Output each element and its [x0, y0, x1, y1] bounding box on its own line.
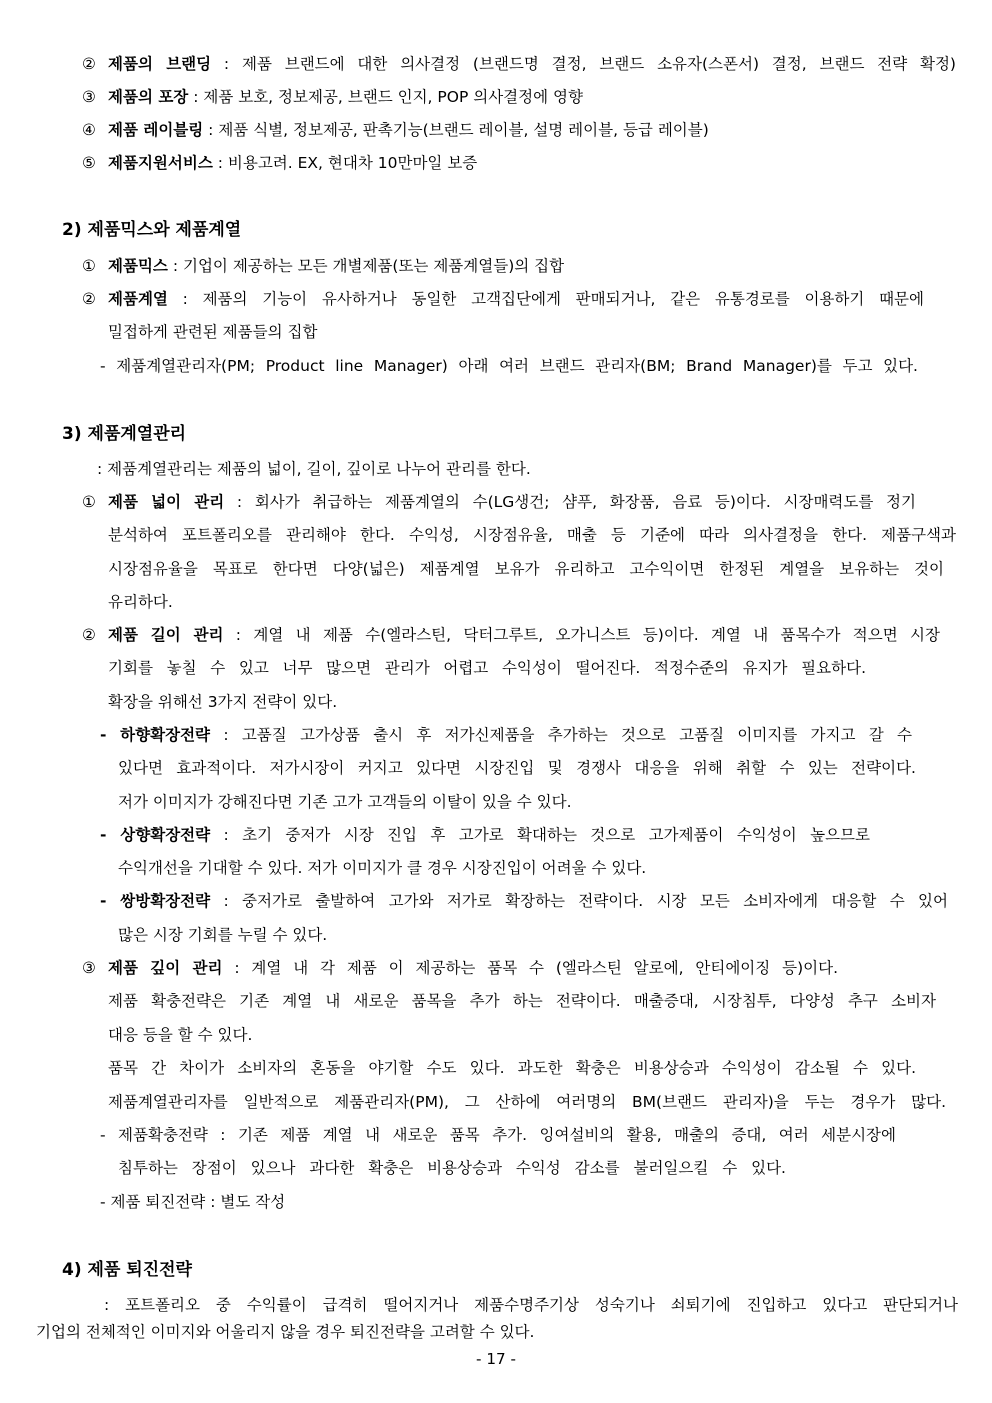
- strategy-text: : 고품질 고가상품 출시 후 저가신제품을 추가하는 것으로 고품질 이미지를 가지고 갈 수: [210, 726, 912, 744]
- list-item-support-service: ⑤ 제품지원서비스 : 비용고려. EX, 현대차 10만마일 보증: [82, 154, 478, 172]
- paragraph-line: 기회를 놓칠 수 있고 너무 많으면 관리가 어렵고 수익성이 떨어진다. 적정수준의 유지가 필요하다.: [108, 659, 866, 677]
- paragraph-line: 품목 간 차이가 소비자의 혼동을 야기할 수도 있다. 과도한 확충은 비용상승과 수익성이 감소될 수 있다.: [108, 1059, 916, 1077]
- list-item-labeling: ④ 제품 레이블링 : 제품 식별, 정보제공, 판촉기능(브랜드 레이블, 설명 레이블, 등급 레이블): [82, 121, 709, 139]
- strategy-title: - 상향확장전략: [100, 826, 211, 844]
- paragraph-line: 수익개선을 기대할 수 있다. 저가 이미지가 클 경우 시장진입이 어려울 수 있다.: [118, 859, 647, 877]
- paragraph-line: 시장점유율을 목표로 한다면 다양(넓은) 제품계열 보유가 유리하고 고수익이면 한정된 계열을 보유하는 것이: [108, 560, 944, 578]
- item-title: 제품 넓이 관리: [108, 493, 225, 511]
- item-text: : 계열 내 제품 수(엘라스틴, 닥터그루트, 오가니스트 등)이다. 계열 내 품목수가 적으면 시장: [223, 626, 940, 644]
- list-item-product-line: ② 제품계열 : 제품의 기능이 유사하거나 동일한 고객집단에게 판매되거나, 같은 유통경로를 이용하기 때문에: [82, 290, 924, 308]
- item-title: 제품믹스: [108, 257, 168, 275]
- paragraph-line: 기업의 전체적인 이미지와 어울리지 않을 경우 퇴진전략을 고려할 수 있다.: [36, 1323, 535, 1341]
- item-text: : 제품 식별, 정보제공, 판촉기능(브랜드 레이블, 설명 레이블, 등급 레이블): [203, 121, 709, 139]
- paragraph-line: 있다면 효과적이다. 저가시장이 커지고 있다면 시장진입 및 경쟁사 대응을 위해 취할 수 있는 전략이다.: [118, 759, 916, 777]
- paragraph-line: 대응 등을 할 수 있다.: [108, 1026, 253, 1044]
- list-item-branding: ② 제품의 브랜딩 : 제품 브랜드에 대한 의사결정 (브랜드명 결정, 브랜드 소유자(스폰서) 결정, 브랜드 전략 확정): [82, 55, 956, 73]
- paragraph-line: : 포트폴리오 중 수익률이 급격히 떨어지거나 제품수명주기상 성숙기나 쇠퇴기에 진입하고 있다고 판단되거나: [104, 1296, 958, 1314]
- item-title: 제품계열: [108, 290, 168, 308]
- page-number: - 17 -: [476, 1350, 516, 1368]
- paragraph-line: 밀접하게 관련된 제품들의 집합: [108, 323, 318, 341]
- section-intro: : 제품계열관리는 제품의 넓이, 길이, 깊이로 나누어 관리를 한다.: [97, 460, 531, 478]
- list-item-packaging: ③ 제품의 포장 : 제품 보호, 정보제공, 브랜드 인지, POP 의사결정에 영향: [82, 88, 583, 106]
- paragraph-line: 저가 이미지가 강해진다면 기존 고가 고객들의 이탈이 있을 수 있다.: [118, 793, 572, 811]
- item-text: : 회사가 취급하는 제품계열의 수(LG생건; 샴푸, 화장품, 음료 등)이다. 시장매력도를 정기: [224, 493, 916, 511]
- item-text: : 계열 내 각 제품 이 제공하는 품목 수 (엘라스틴 알로에, 안티에이징 등)이다.: [222, 959, 838, 977]
- strategy-title: - 쌍방확장전략: [100, 892, 211, 910]
- paragraph-line: 제품 확충전략은 기존 계열 내 새로운 품목을 추가 하는 전략이다. 매출증대, 시장침투, 다양성 추구 소비자: [108, 992, 936, 1010]
- section-heading-2: 2) 제품믹스와 제품계열: [62, 220, 242, 240]
- item-title: 제품의 브랜딩: [108, 55, 212, 73]
- item-title: 제품 길이 관리: [108, 626, 224, 644]
- item-title: 제품의 포장: [108, 88, 189, 106]
- strategy-downward: [100, 728, 912, 744]
- item-title: 제품 레이블링: [108, 121, 204, 139]
- strategy-two-way: [100, 894, 948, 910]
- paragraph-line: 분석하여 포트폴리오를 관리해야 한다. 수익성, 시장점유율, 매출 등 기준에 따라 의사결정을 한다. 제품구색과: [108, 526, 956, 544]
- item-title: 제품 깊이 관리: [108, 959, 223, 977]
- strategy-text: : 중저가로 출발하여 고가와 저가로 확장하는 전략이다. 시장 모든 소비자에게 대응할 수 있어: [210, 892, 948, 910]
- paragraph-line: 확장을 위해선 3가지 전략이 있다.: [108, 693, 338, 711]
- list-item-width-management: ① 제품 넓이 관리 : 회사가 취급하는 제품계열의 수(LG생건; 샴푸, 화장품, 음료 등)이다. 시장매력도를 정기: [82, 493, 916, 511]
- list-item-depth-management: ③ 제품 깊이 관리 : 계열 내 각 제품 이 제공하는 품목 수 (엘라스틴 알로에, 안티에이징 등)이다.: [82, 959, 838, 977]
- strategy-text: : 초기 중저가 시장 진입 후 고가로 확대하는 것으로 고가제품이 수익성이 높으므로: [210, 826, 870, 844]
- strategy-title: - 하향확장전략: [100, 726, 211, 744]
- list-item-product-mix: ① 제품믹스 : 기업이 제공하는 모든 개별제품(또는 제품계열들)의 집합: [82, 257, 565, 275]
- item-text: : 제품의 기능이 유사하거나 동일한 고객집단에게 판매되거나, 같은 유통경로를 이용하기 때문에: [167, 290, 924, 308]
- dash-note-expansion: - 제품확충전략 : 기존 제품 계열 내 새로운 품목 추가. 잉여설비의 활용, 매출의 증대, 여러 세분시장에: [100, 1126, 896, 1144]
- item-text: : 기업이 제공하는 모든 개별제품(또는 제품계열들)의 집합: [167, 257, 565, 275]
- dash-note: - 제품계열관리자(PM; Product line Manager) 아래 여러 브랜드 관리자(BM; Brand Manager)를 두고 있다.: [100, 357, 918, 375]
- strategy-upward: [100, 828, 870, 844]
- section-heading-3: 3) 제품계열관리: [62, 424, 187, 444]
- paragraph-line: 유리하다.: [108, 593, 173, 611]
- dash-note-exit: - 제품 퇴진전략 : 별도 작성: [100, 1193, 286, 1211]
- paragraph-line: 많은 시장 기회를 누릴 수 있다.: [118, 926, 328, 944]
- paragraph-line: 제품계열관리자를 일반적으로 제품관리자(PM), 그 산하에 여러명의 BM(브랜드 관리자)을 두는 경우가 많다.: [108, 1093, 946, 1111]
- section-heading-4: 4) 제품 퇴진전략: [62, 1260, 192, 1280]
- list-item-length-management: ② 제품 길이 관리 : 계열 내 제품 수(엘라스틴, 닥터그루트, 오가니스트 등)이다. 계열 내 품목수가 적으면 시장: [82, 626, 940, 644]
- paragraph-line: 침투하는 장점이 있으나 과다한 확충은 비용상승과 수익성 감소를 불러일으킬 수 있다.: [118, 1159, 786, 1177]
- item-title: 제품지원서비스: [108, 154, 213, 172]
- item-text: : 비용고려. EX, 현대차 10만마일 보증: [212, 154, 478, 172]
- item-text: : 제품 브랜드에 대한 의사결정 (브랜드명 결정, 브랜드 소유자(스폰서) 결정, 브랜드 전략 확정): [211, 55, 956, 73]
- item-text: : 제품 보호, 정보제공, 브랜드 인지, POP 의사결정에 영향: [188, 88, 583, 106]
